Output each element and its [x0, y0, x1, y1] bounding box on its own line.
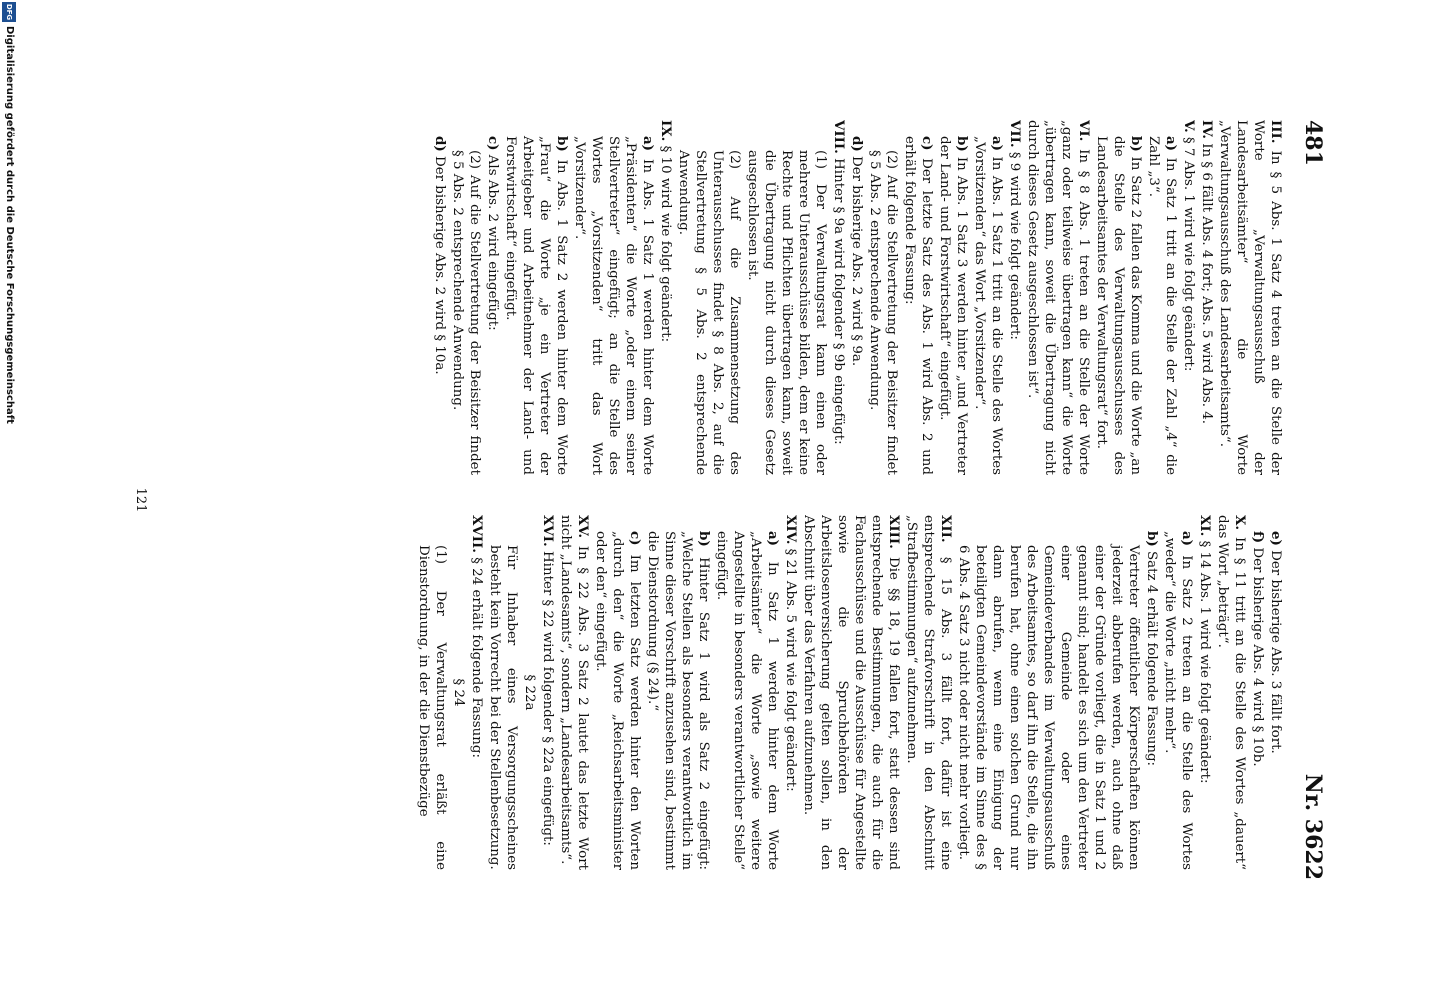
paragraph-label: XIII. — [886, 515, 902, 549]
paragraph — [955, 515, 1142, 870]
paragraph — [1249, 515, 1266, 870]
paragraph-text: Satz 4 erhält folgende Fassung: — [1144, 550, 1159, 767]
paragraph — [1196, 515, 1213, 870]
paragraph-label: IV. — [1199, 120, 1215, 139]
paragraph-text: § 15 Abs. 3 fällt fort, dafür ist eine entsprechende Strafvorschrift in den Abschnitt „Strafbestimmungen“ aufzunehmen. — [904, 515, 953, 870]
paragraph-text: Der bisherige Abs. 2 wird § 9a. — [849, 155, 864, 367]
paragraph-text: In Abs. 1 Satz 3 werden hinter „und Vertreter der Land- und Forstwirtschaft“ eingefügt. — [937, 136, 969, 475]
paragraph — [713, 515, 781, 870]
paragraph-text: Der bisherige Abs. 2 wird § 10a. — [432, 155, 447, 375]
paragraph-text: Der bisherige Abs. 4 wird § 10b. — [1250, 547, 1265, 767]
paragraph — [1006, 120, 1023, 475]
paragraph — [1180, 120, 1197, 475]
paragraph-text: In § 6 fällt Abs. 4 fort; Abs. 5 wird Abs. 4. — [1199, 143, 1214, 425]
paragraph-text: Hinter § 22 wird folgender § 22a eingefügt: — [540, 550, 555, 846]
paragraph-text: (1) Der Verwaltungsrat erläßt eine Dienstordnung, in der die Dienstbezüge — [416, 545, 448, 870]
paragraph — [1214, 515, 1248, 870]
paragraph-label: d) — [432, 136, 448, 152]
paragraph-text: Der letzte Satz des Abs. 1 wird Abs. 2 und erhält folgende Fassung: — [902, 136, 934, 475]
paragraph — [449, 120, 483, 475]
paragraph — [744, 120, 829, 475]
paragraph-label: VI. — [1076, 120, 1092, 142]
paragraph — [431, 120, 448, 475]
paragraph-label: XI. — [1197, 515, 1213, 537]
paragraph-text: § 9 wird wie folgt geändert: — [1007, 151, 1022, 340]
paragraph — [657, 120, 674, 475]
paragraph-label: b) — [1128, 136, 1144, 152]
paragraph-label: VIII. — [831, 120, 847, 154]
sheet-number: 121 — [133, 487, 148, 513]
dfg-logo: DFG — [2, 2, 16, 22]
paragraph-text: In Satz 2 treten an die Stelle des Wortes „weder“ die Worte „nicht mehr“. — [1162, 531, 1194, 870]
paragraph — [675, 120, 743, 475]
paragraph — [971, 120, 1005, 475]
paragraph-label: a) — [1163, 136, 1179, 152]
paragraph-text: (2) Auf die Stellvertretung der Beisitzer findet § 5 Abs. 2 entsprechende Anwendung. — [450, 150, 482, 475]
digitization-credit — [0, 0, 18, 1000]
paragraph — [830, 120, 847, 475]
paragraph — [866, 120, 900, 475]
paragraph — [901, 120, 935, 475]
paragraph-label: c) — [485, 136, 501, 151]
paragraph-label: a) — [1179, 531, 1195, 547]
paragraph — [1216, 120, 1284, 475]
paragraph-text: In Abs. 1 Satz 1 werden hinter dem Worte „Präsidenten“ die Worte „oder einem seiner Stellvertreter“ eingefügt; an die Stelle des Wortes „Vorsitzenden“ tritt das Wort „Vorsitzender“. — [572, 136, 655, 475]
paragraph — [1143, 515, 1160, 870]
paragraph — [592, 515, 643, 870]
paragraph-text: § 22a — [522, 674, 537, 711]
paragraph — [1198, 120, 1215, 475]
paragraph — [644, 515, 712, 870]
paragraph-label: c) — [919, 136, 935, 151]
paragraph-label: c) — [627, 531, 643, 546]
left-column — [144, 120, 1284, 475]
paragraph-label: b) — [554, 136, 570, 152]
paragraph-text: Als Abs. 2 wird eingefügt: — [485, 154, 500, 331]
paragraph — [521, 515, 538, 870]
paragraph — [557, 515, 591, 870]
paragraph-label: b) — [1144, 531, 1160, 547]
paragraph-text: § 24 — [451, 678, 466, 707]
paragraph-text: (2) Auf die Zusammensetzung des Unterausschusses findet § 8 Abs. 2, auf die Stellvertretung § 5 Abs. 2 entsprechende Anwendung. — [676, 150, 742, 475]
paragraph — [1145, 120, 1179, 475]
paragraph-text: In Satz 1 werden hinter dem Worte „Arbeitsämter“ die Worte „sowie weitere Angestellte in besonders verantwortlicher Stelle“ eingefügt. — [714, 531, 780, 870]
paragraph — [415, 515, 449, 870]
paragraph — [1161, 515, 1195, 870]
paragraph-label: XVI. — [540, 515, 556, 547]
paragraph-text: § 14 Abs. 1 wird wie folgt geändert: — [1197, 540, 1212, 784]
paragraph-text: § 21 Abs. 5 wird wie folgt geändert: — [783, 548, 798, 792]
paragraph-label: a) — [765, 531, 781, 547]
paragraph-text: In Abs. 1 Satz 2 werden hinter dem Worte „Frau“ die Worte „je ein Vertreter der Arbeitgeber und Arbeitnehmer der Land- und Forstwirtschaft“ eingefügt. — [503, 136, 569, 475]
paragraph-text: In § 11 tritt an die Stelle des Wortes „dauert“ das Wort „beträgt“. — [1215, 515, 1247, 870]
paragraph-text: § 10 wird wie folgt geändert: — [658, 145, 673, 343]
paragraph-text: Hinter Satz 1 wird als Satz 2 eingefügt: „Welche Stellen als besonders verantwortlich im Sinne dieser Vorschrift anzusehen sind, bestimmt die Dienstordnung (§ 24).“ — [645, 531, 711, 870]
paragraph-text: (1) Der Verwaltungsrat kann einen oder mehrere Unterausschüsse bilden, dem er keine Rechte und Pflichten übertragen kann, soweit die Übertragung nicht durch dieses Gesetz ausgeschlossen ist. — [745, 150, 828, 475]
page-number: 481 — [1300, 120, 1326, 166]
paragraph-text: In § 8 Abs. 1 treten an die Stelle der Worte „ganz oder teilweise übertragen kann“ die Worte „übertragen kann, soweit die Übertragung nicht durch dieses Gesetz ausgeschlossen ist“. — [1025, 120, 1091, 475]
paragraph-text: Der bisherige Abs. 3 fällt fort. — [1268, 550, 1283, 754]
paragraph-label: b) — [954, 136, 970, 152]
paragraph-text: In Satz 2 fallen das Komma und die Worte „an die Stelle des Verwaltungsausschusses des Landesarbeitsamtes der Verwaltungsrat“ fort. — [1094, 136, 1143, 475]
paragraph-text: In Satz 1 tritt an die Stelle der Zahl „4“ die Zahl „3“. — [1146, 136, 1178, 475]
paragraph-text: Im letzten Satz werden hinter den Worten „durch den“ die Worte „Reichsarbeitsminister oder den“ eingefügt. — [593, 531, 642, 870]
paragraph — [468, 515, 485, 870]
paragraph-label: XV. — [575, 515, 591, 539]
paragraph-text: In § 22 Abs. 3 Satz 2 lautet das letzte Wort nicht „Landesamts“, sondern „Landesarbeitsamts“. — [558, 515, 590, 870]
paragraph-label: XII. — [938, 515, 954, 543]
paragraph — [936, 120, 970, 475]
paragraph — [486, 515, 520, 870]
paragraph — [1267, 515, 1284, 870]
paragraph — [1024, 120, 1092, 475]
paragraph-text: § 24 erhält folgende Fassung: — [469, 557, 484, 758]
paragraph-text: Hinter § 9a wird folgender § 9b eingefügt: — [831, 158, 846, 445]
paragraph-text: Vertreter öffentlicher Körperschaften können jederzeit abberufen werden, auch ohne daß einer der Gründe vorliegt, die in Satz 1 und 2 genannt sind; handelt es sich um den Vertreter einer Gemeinde oder eines Gemeindeverbandes im Verwaltungsausschuß des Arbeitsamtes, so darf ihn die Stelle, die ihn berufen hat, ohne einen solchen Grund nur dann abrufen, wenn eine Einigung der beteiligten Gemeindevorstände im Sinne des § 6 Abs. 4 Satz 3 nicht oder nicht mehr vorliegt. — [956, 545, 1141, 870]
paragraph — [1093, 120, 1144, 475]
paragraph-text: In Abs. 1 Satz 1 tritt an die Stelle des Wortes „Vorsitzenden“ das Wort „Vorsitzender“. — [972, 136, 1004, 475]
paragraph-label: a) — [640, 136, 656, 152]
credit-text: Digitalisierung gefördert durch die Deutsche Forschungsgemeinschaft — [4, 26, 15, 424]
paragraph-text: Die §§ 18, 19 fallen fort, statt dessen sind entsprechende Bestimmungen, die auch für die Fachausschüsse und die Ausschüsse für Angestellte sowie die Spruchbehörden der Arbeitslosenversicherung gelten sollen, in den Abschnitt über das Verfahren aufzunehmen. — [801, 515, 901, 870]
paragraph-label: VII. — [1007, 120, 1023, 148]
paragraph — [848, 120, 865, 475]
paragraph-label: a) — [989, 136, 1005, 152]
issue-number: Nr. 3622 — [1300, 773, 1326, 880]
paragraph — [571, 120, 656, 475]
paragraph-text: Für Inhaber eines Versorgungsscheines besteht kein Vorrecht bei der Stellenbesetzung. — [487, 545, 519, 870]
paragraph-text: § 7 Abs. 1 wird wie folgt geändert: — [1181, 136, 1196, 372]
paragraph — [782, 515, 799, 870]
paragraph-label: V. — [1181, 120, 1197, 133]
paragraph — [502, 120, 570, 475]
paragraph-label: III. — [1268, 120, 1284, 144]
page-header — [1286, 120, 1326, 880]
paragraph — [800, 515, 902, 870]
paragraph — [539, 515, 556, 870]
paragraph-label: b) — [696, 531, 712, 547]
paragraph-label: e) — [1268, 531, 1284, 546]
paragraph — [484, 120, 501, 475]
paragraph-label: XVII. — [469, 515, 485, 553]
paragraph — [450, 515, 467, 870]
paragraph — [903, 515, 954, 870]
paragraph-text: In § 5 Abs. 1 Satz 4 treten an die Stelle der Worte „Verwaltungsausschuß der Landesarbeitsämter“ die Worte „Verwaltungsausschuß des Landesarbeitsamts“. — [1217, 120, 1283, 475]
paragraph-label: XIV. — [783, 515, 799, 545]
paragraph-label: IX. — [658, 120, 674, 142]
paragraph-label: f) — [1250, 531, 1266, 544]
paragraph-label: d) — [849, 136, 865, 152]
paragraph-label: X. — [1232, 515, 1248, 531]
right-column — [144, 515, 1284, 870]
paragraph-text: (2) Auf die Stellvertretung der Beisitzer findet § 5 Abs. 2 entsprechende Anwendung. — [867, 150, 899, 475]
